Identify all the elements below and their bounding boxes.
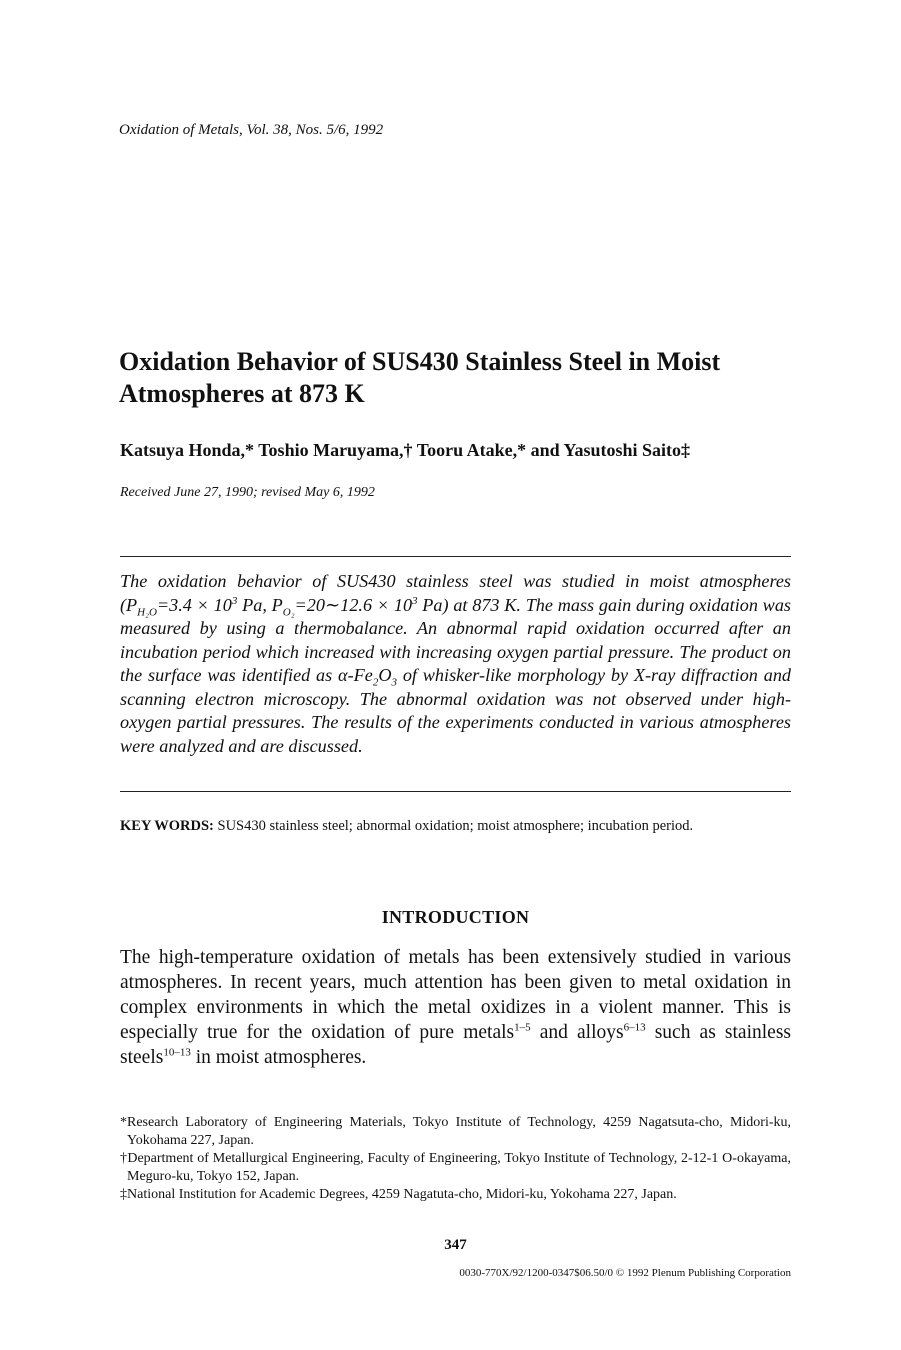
abstract-top-rule bbox=[120, 556, 791, 557]
keywords-label: KEY WORDS: bbox=[120, 818, 214, 834]
citation-ref: 6–13 bbox=[623, 1021, 646, 1034]
author-list: Katsuya Honda,* Toshio Maruyama,† Tooru Atake,* and Yasutoshi Saito‡ bbox=[120, 440, 690, 460]
page-number: 347 bbox=[444, 1237, 467, 1253]
keywords-text: SUS430 stainless steel; abnormal oxidation; moist atmosphere; incubation period. bbox=[213, 818, 694, 834]
footnote-affiliation: ‡National Institution for Academic Degrees, 4259 Nagatuta-cho, Midori-ku, Yokohama 227, Japan. bbox=[120, 1187, 677, 1202]
footnote-affiliation: †Department of Metallurgical Engineering, Faculty of Engineering, Tokyo Institute of Technology, 2-12-1 O-okayama, Meguro-ku, Tokyo 152, Japan. bbox=[120, 1151, 791, 1184]
footnote-affiliation: *Research Laboratory of Engineering Materials, Tokyo Institute of Technology, 4259 Nagatsuta-cho, Midori-ku, Yokohama 227, Japan. bbox=[120, 1115, 791, 1148]
article-title: Oxidation Behavior of SUS430 Stainless Steel in Moist Atmospheres at 873 K bbox=[119, 347, 721, 408]
introduction-paragraph: The high-temperature oxidation of metals has been extensively studied in various atmospheres. In recent years, much attention has been given to metal oxidation in complex environments in which the metal oxidizes in a violent manner. This is especially true for the oxidation of pure metals$^{1-5}$ and alloys$^{6-13}$ such as stainless steels$^{10-13}$ in moist atmospheres. bbox=[120, 947, 791, 1068]
abstract-bottom-rule bbox=[120, 791, 791, 792]
section-heading-introduction: INTRODUCTION bbox=[381, 907, 530, 927]
citation-ref: 1–5 bbox=[514, 1021, 531, 1034]
received-date: Received June 27, 1990; revised May 6, 1992 bbox=[120, 485, 375, 500]
footnotes bbox=[120, 1114, 791, 1204]
abstract: The oxidation behavior of SUS430 stainless steel was studied in moist atmospheres ($P_{H_2O}=3.4 \times 10^3$ Pa, $P_{O_2}=20\sim 12.6 \times 10^3$ Pa) at 873 K. The mass gain during oxidation was measured by using a thermobalance. An abnormal rapid oxidation occurred after an incubation period which increased with increasing oxygen partial pressure. The product on the surface was identified as $\alpha-Fe_2O_3$ of whisker-like morphology by X-ray diffraction and scanning electron microscopy. The abnormal oxidation was not observed under high-oxygen partial pressures. The results of the experiments conducted in various atmospheres were analyzed and are discussed. bbox=[120, 571, 792, 756]
keywords bbox=[120, 817, 791, 836]
journal-citation: Oxidation of Metals, Vol. 38, Nos. 5/6, 1992 bbox=[119, 122, 384, 138]
copyright-line: 0030-770X/92/1200-0347$06.50/0 © 1992 Plenum Publishing Corporation bbox=[459, 1267, 791, 1279]
citation-ref: 10–13 bbox=[163, 1046, 191, 1059]
